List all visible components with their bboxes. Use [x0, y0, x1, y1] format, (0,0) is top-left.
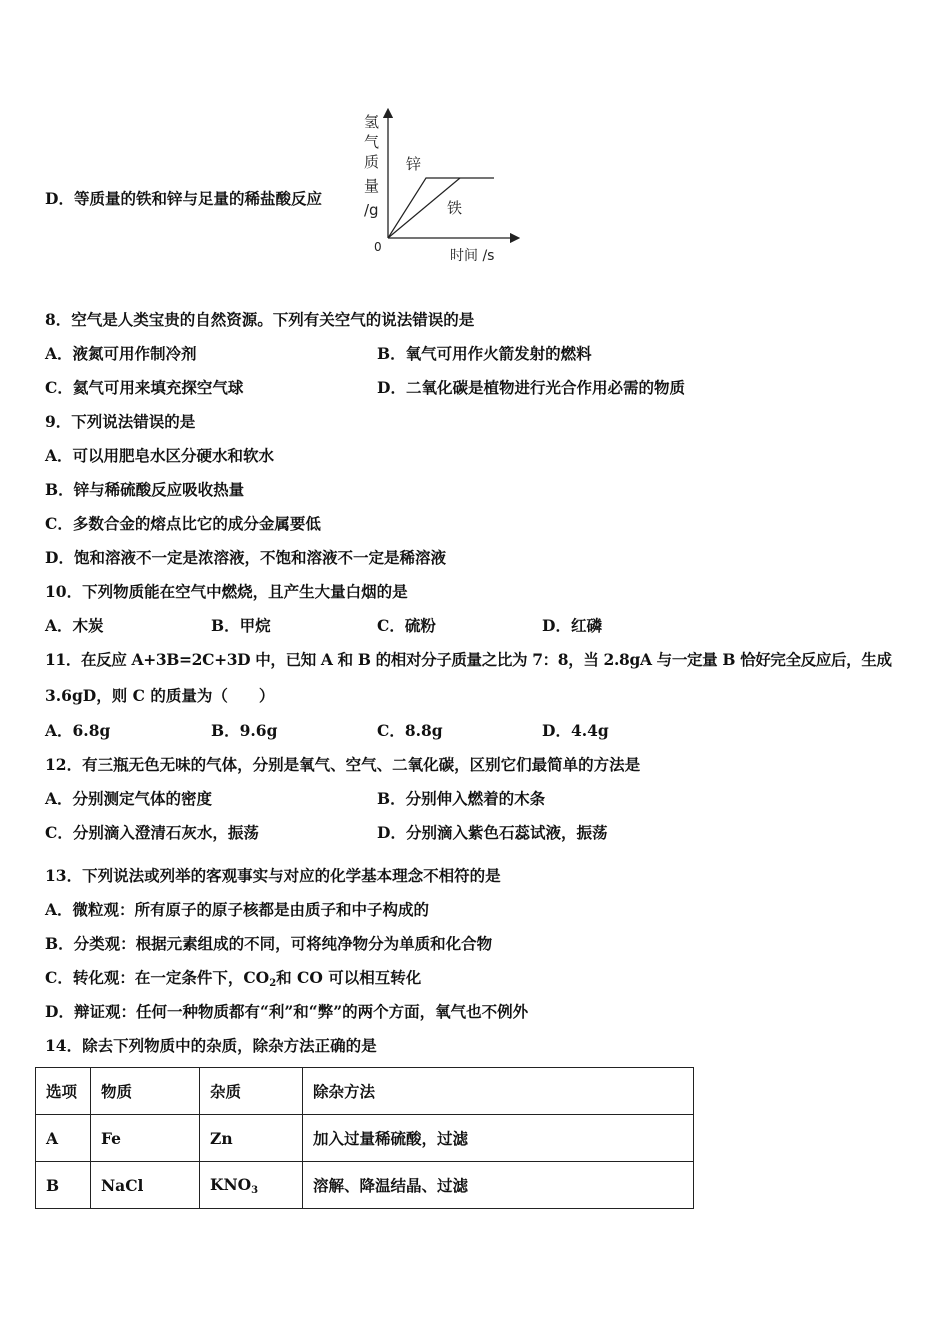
cell-option: B [36, 1162, 91, 1209]
q11-option-d: D．4.4g [542, 721, 609, 740]
q9-option-d: D．饱和溶液不一定是浓溶液，不饱和溶液不一定是稀溶液 [45, 548, 446, 567]
q10-option-a: A．木炭 [45, 616, 104, 635]
header-substance: 物质 [91, 1068, 200, 1115]
q11-option-c: C．8.8g [377, 721, 443, 740]
q12-option-c: C．分别滴入澄清石灰水，振荡 [45, 823, 259, 842]
y-label-char-4: /g [364, 201, 379, 219]
table-header-row [36, 1068, 694, 1115]
header-impurity: 杂质 [200, 1068, 303, 1115]
q14-table [35, 1067, 694, 1209]
header-method: 除杂方法 [303, 1068, 694, 1115]
q10-option-c: C．硫粉 [377, 616, 436, 635]
q13-option-c: C．转化观：在一定条件下，$CO_2$和 CO 可以相互转化 [45, 968, 422, 989]
x-axis-label: 时间 /s [450, 248, 495, 264]
q11-option-b: B．9.6g [211, 721, 278, 740]
q10-option-b: B．甲烷 [211, 616, 271, 635]
y-label-char-1: 气 [364, 133, 380, 151]
q11-stem-line1: 11．在反应 A+3B=2C+3D 中，已知 A 和 B 的相对分子质量之比为 7：8，当 2.8gA 与一定量 B 恰好完全反应后，生成 [45, 650, 892, 669]
y-label-char-2: 质 [364, 153, 380, 171]
cell-substance: Fe [91, 1115, 200, 1162]
cell-substance: NaCl [91, 1162, 200, 1209]
y-label-char-3: 量 [364, 177, 380, 195]
q8-option-d: D．二氧化碳是植物进行光合作用必需的物质 [377, 378, 685, 397]
y-label-char-0: 氢 [364, 113, 380, 131]
q12-stem: 12．有三瓶无色无味的气体，分别是氧气、空气、二氧化碳，区别它们最简单的方法是 [45, 755, 641, 774]
q10-option-d: D．红磷 [542, 616, 602, 635]
q9-stem: 9．下列说法错误的是 [45, 412, 196, 431]
cell-method: 加入过量稀硫酸，过滤 [303, 1115, 694, 1162]
q13-option-d: D．辩证观：任何一种物质都有“利”和“弊”的两个方面，氧气也不例外 [45, 1002, 529, 1021]
q14-stem: 14．除去下列物质中的杂质，除杂方法正确的是 [45, 1036, 377, 1055]
q8-stem: 8．空气是人类宝贵的自然资源。下列有关空气的说法错误的是 [45, 310, 475, 329]
zinc-line [388, 178, 494, 238]
q9-option-b: B．锌与稀硫酸反应吸收热量 [45, 480, 245, 499]
q8-option-a: A．液氮可用作制冷剂 [45, 344, 197, 363]
q9-option-c: C．多数合金的熔点比它的成分金属要低 [45, 514, 321, 533]
q13-option-b: B．分类观：根据元素组成的不同，可将纯净物分为单质和化合物 [45, 934, 493, 953]
cell-option: A [36, 1115, 91, 1162]
q8-option-c: C．氦气可用来填充探空气球 [45, 378, 244, 397]
cell-impurity: Zn [200, 1115, 303, 1162]
origin-label: 0 [374, 240, 382, 254]
q11-stem-line2: 3.6gD，则 C 的质量为（ ） [45, 686, 275, 705]
header-option: 选项 [36, 1068, 91, 1115]
q8-option-b: B．氧气可用作火箭发射的燃料 [377, 344, 592, 363]
q13-stem: 13．下列说法或列举的客观事实与对应的化学基本理念不相符的是 [45, 866, 501, 885]
q13-option-a: A．微粒观：所有原子的原子核都是由质子和中子构成的 [45, 900, 430, 919]
q7-option-d: D．等质量的铁和锌与足量的稀盐酸反应 [45, 189, 322, 208]
q12-option-a: A．分别测定气体的密度 [45, 789, 213, 808]
table-row [36, 1162, 694, 1209]
q12-option-d: D．分别滴入紫色石蕊试液，振荡 [377, 823, 608, 842]
zinc-label: 锌 [406, 155, 422, 173]
q9-option-a: A．可以用肥皂水区分硬水和软水 [45, 446, 275, 465]
iron-label: 铁 [447, 199, 463, 217]
q11-option-a: A．6.8g [45, 721, 111, 740]
table-row [36, 1115, 694, 1162]
cell-method: 溶解、降温结晶、过滤 [303, 1162, 694, 1209]
hydrogen-mass-time-graph [355, 105, 525, 270]
q10-stem: 10．下列物质能在空气中燃烧，且产生大量白烟的是 [45, 582, 408, 601]
q12-option-b: B．分别伸入燃着的木条 [377, 789, 546, 808]
cell-impurity: $KNO_3$ [200, 1162, 303, 1209]
